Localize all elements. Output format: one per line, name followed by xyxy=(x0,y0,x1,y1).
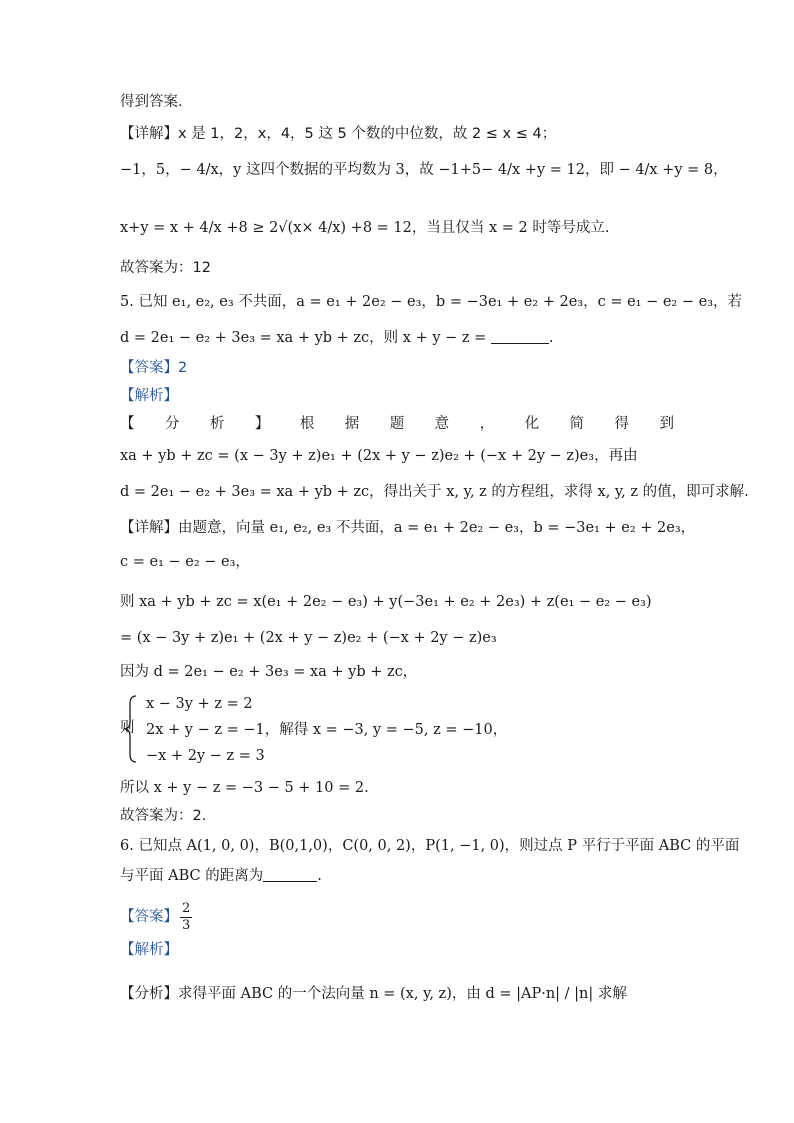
question-5-line-2: d = 2e₁ − e₂ + 3e₃ = xa + yb + zc，则 x + y − z = . xyxy=(120,330,554,346)
answer-6-line xyxy=(120,900,194,934)
analysis-line: 【分析】求得平面 ABC 的一个法向量 n = (x, y, z)，由 d = |AP·n| / |n| 求解 xyxy=(120,986,627,1002)
equation-1: x − 3y + z = 2 xyxy=(146,696,253,712)
detail-line xyxy=(120,124,556,144)
detail-line: c = e₁ − e₂ − e₃， xyxy=(120,554,250,570)
system-prefix: 则 xyxy=(120,720,135,736)
detail-label: 【详解】 xyxy=(120,126,178,142)
analysis-label: 【解析】 xyxy=(120,942,178,958)
answer-label: 【答案】2 xyxy=(120,360,188,376)
equation-3: −x + 2y − z = 3 xyxy=(146,748,265,764)
math-line: −1，5，− 4/x，y 这四个数据的平均数为 3，故 −1+5− 4/x +y = 12，即 − 4/x +y = 8， xyxy=(120,162,728,178)
analysis-spread-line: 【 分 析 】 根 据 题 意 ， 化 简 得 到 xyxy=(120,416,674,432)
question-5-text: d = 2e₁ − e₂ + 3e₃ = xa + yb + zc，则 x + y − z = xyxy=(120,330,487,346)
question-5-line-1: 5. 已知 e₁, e₂, e₃ 不共面，a = e₁ + 2e₂ − e₃，b = −3e₁ + e₂ + 2e₃，c = e₁ − e₂ − e₃，若 xyxy=(120,294,743,310)
detail-line: 所以 x + y − z = −3 − 5 + 10 = 2. xyxy=(120,780,369,796)
detail-line: 则 xa + yb + zc = x(e₁ + 2e₂ − e₃) + y(−3e₁ + e₂ + 2e₃) + z(e₁ − e₂ − e₃) xyxy=(120,594,652,610)
answer-blank xyxy=(491,329,549,344)
question-6-line-2: 与平面 ABC 的距离为 . xyxy=(120,868,322,884)
question-6-text: 与平面 ABC 的距离为 xyxy=(120,868,264,884)
equation-2: 2x + y − z = −1，解得 x = −3, y = −5, z = −10， xyxy=(146,722,508,738)
detail-line: 因为 d = 2e₁ − e₂ + 3e₃ = xa + yb + zc， xyxy=(120,664,418,680)
left-brace-icon xyxy=(120,694,142,764)
detail-text: x 是 1，2，x，4，5 这 5 个数的中位数，故 2 ≤ x ≤ 4； xyxy=(178,126,557,142)
analysis-line: d = 2e₁ − e₂ + 3e₃ = xa + yb + zc，得出关于 x, y, z 的方程组，求得 x, y, z 的值，即可求解. xyxy=(120,484,749,500)
answer-label: 【答案】 xyxy=(120,909,178,925)
math-line: x+y = x + 4/x +8 ≥ 2√(x× 4/x) +8 = 12，当且仅当 x = 2 时等号成立. xyxy=(120,220,610,236)
question-6-line-1: 6. 已知点 A(1, 0, 0)，B(0,1,0)，C(0, 0, 2)，P(1, −1, 0)，则过点 P 平行于平面 ABC 的平面 xyxy=(120,838,740,854)
text-line: 得到答案. xyxy=(120,94,183,110)
answer-line: 故答案为：2. xyxy=(120,808,207,824)
analysis-line: xa + yb + zc = (x − 3y + z)e₁ + (2x + y − z)e₂ + (−x + 2y − z)e₃，再由 xyxy=(120,448,638,464)
detail-line: = (x − 3y + z)e₁ + (2x + y − z)e₂ + (−x + 2y − z)e₃ xyxy=(120,630,497,646)
detail-line: 【详解】由题意，向量 e₁, e₂, e₃ 不共面，a = e₁ + 2e₂ − e₃，b = −3e₁ + e₂ + 2e₃， xyxy=(120,520,696,536)
answer-blank xyxy=(263,867,317,882)
answer-line: 故答案为：12 xyxy=(120,260,211,276)
answer-fraction: $\frac{2}{3}$ xyxy=(182,900,191,933)
analysis-label: 【解析】 xyxy=(120,388,178,404)
